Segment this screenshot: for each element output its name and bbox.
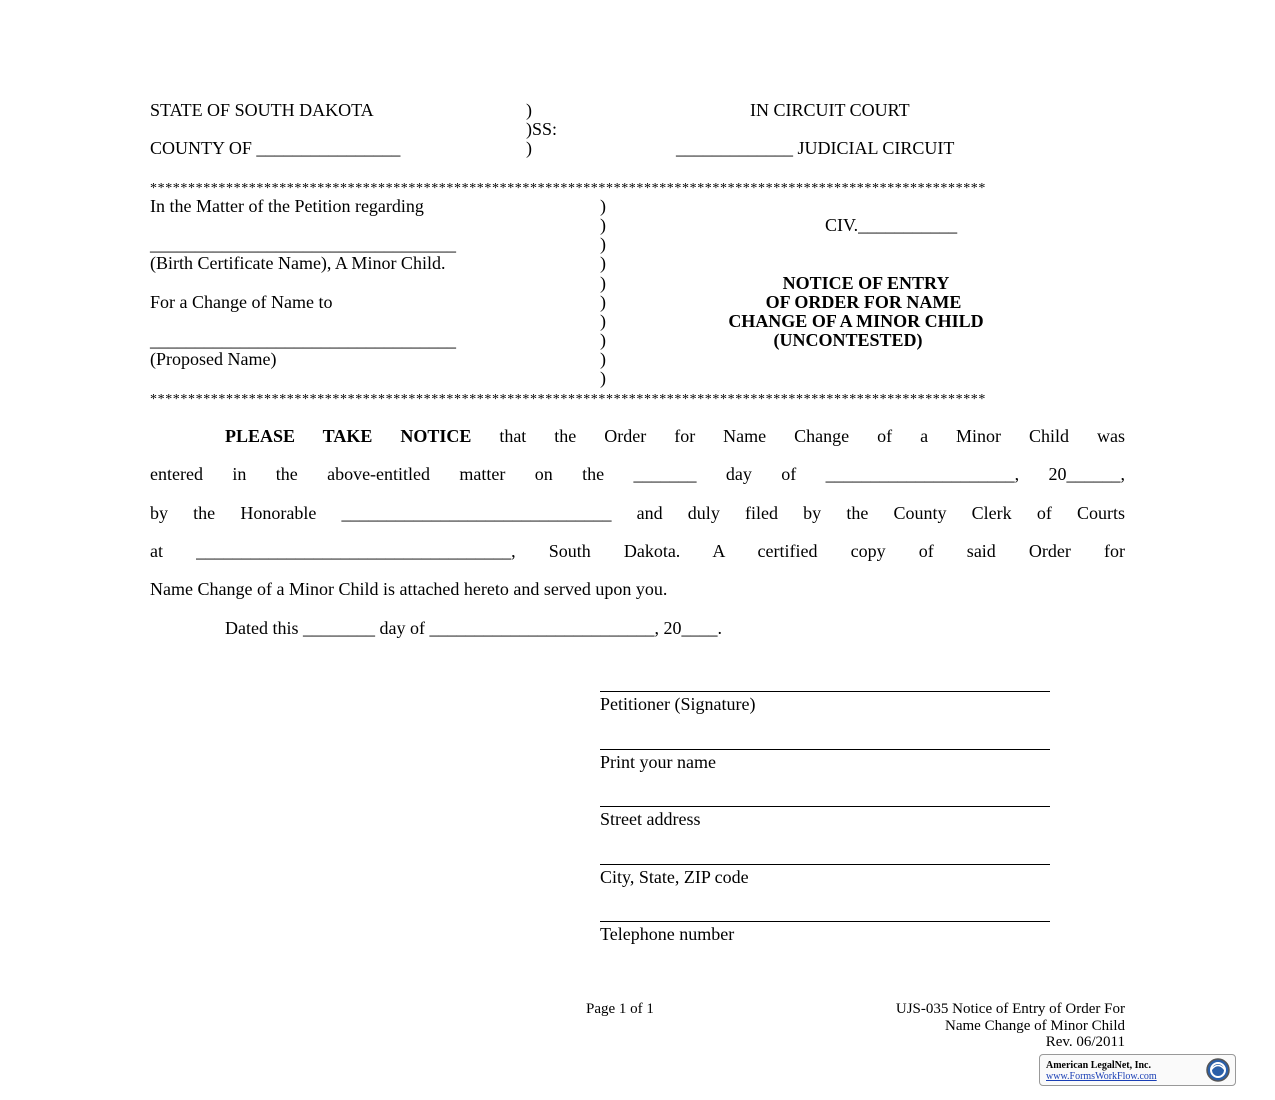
change-to-label: For a Change of Name to — [150, 292, 333, 312]
matter-paren: ) — [600, 311, 606, 331]
signature-line — [600, 749, 1050, 750]
ss-label: )SS: — [526, 119, 558, 139]
notice-line-text: that the Order for Name Change of a Minor Child was — [471, 426, 1125, 446]
court-label: IN CIRCUIT COURT — [750, 100, 910, 120]
caption-paren: ) — [526, 100, 532, 120]
matter-paren: ) — [600, 273, 606, 293]
signature-line — [600, 691, 1050, 692]
notice-line: entered in the above-entitled matter on the _______ day of _____________________, 20______, — [150, 464, 1125, 484]
signature-line — [600, 806, 1050, 807]
signature-line — [600, 864, 1050, 865]
street-address-label: Street address — [600, 809, 701, 829]
signature-line — [600, 921, 1050, 922]
print-name-label: Print your name — [600, 752, 716, 772]
notice-line: at ___________________________________, South Dakota. A certified copy of said Order for — [150, 541, 1125, 561]
doc-title-line: NOTICE OF ENTRY — [782, 273, 950, 293]
form-id: UJS-035 Notice of Entry of Order For — [895, 1001, 1125, 1017]
notice-line: Name Change of a Minor Child is attached hereto and served upon you. — [150, 579, 668, 599]
telephone-label: Telephone number — [600, 924, 735, 944]
form-name: Name Change of Minor Child — [945, 1018, 1125, 1034]
matter-paren: ) — [600, 253, 606, 273]
civ-number: CIV.___________ — [825, 215, 958, 235]
publisher-link[interactable]: www.FormsWorkFlow.com — [1046, 1071, 1157, 1082]
notice-line: by the Honorable ______________________________ and duly filed by the County Clerk of Courts — [150, 503, 1125, 523]
matter-paren: ) — [600, 330, 606, 350]
dated-line: Dated this ________ day of _________________________, 20____. — [225, 618, 722, 638]
state-label: STATE OF SOUTH DAKOTA — [150, 100, 374, 120]
matter-paren: ) — [600, 368, 606, 388]
doc-title-line: OF ORDER FOR NAME — [765, 292, 962, 312]
city-state-zip-label: City, State, ZIP code — [600, 867, 749, 887]
matter-paren: ) — [600, 215, 606, 235]
globe-icon — [1205, 1057, 1231, 1083]
notice-line — [150, 426, 1125, 446]
matter-paren: ) — [600, 196, 606, 216]
star-divider: ************************************************************************************************************** — [150, 392, 986, 400]
doc-title-line: CHANGE OF A MINOR CHILD — [728, 311, 984, 331]
birth-name-blank: __________________________________ — [150, 234, 456, 254]
matter-paren: ) — [600, 234, 606, 254]
proposed-name-blank: __________________________________ — [150, 330, 456, 350]
revision-date: Rev. 06/2011 — [1045, 1034, 1125, 1050]
proposed-name-label: (Proposed Name) — [150, 349, 277, 369]
petitioner-signature-label: Petitioner (Signature) — [600, 694, 756, 714]
county-label: COUNTY OF ________________ — [150, 138, 401, 158]
circuit-label: _____________ JUDICIAL CIRCUIT — [676, 138, 955, 158]
matter-paren: ) — [600, 349, 606, 369]
matter-heading: In the Matter of the Petition regarding — [150, 196, 424, 216]
star-divider: ************************************************************************************************************** — [150, 181, 986, 189]
page-number: Page 1 of 1 — [586, 1001, 654, 1017]
caption-paren: ) — [526, 138, 532, 158]
notice-bold: PLEASE TAKE NOTICE — [225, 426, 472, 446]
matter-paren: ) — [600, 292, 606, 312]
birth-name-label: (Birth Certificate Name), A Minor Child. — [150, 253, 446, 273]
publisher-name: American LegalNet, Inc. — [1046, 1060, 1151, 1071]
doc-title-line: (UNCONTESTED) — [773, 330, 923, 350]
publisher-badge[interactable] — [1039, 1054, 1236, 1086]
